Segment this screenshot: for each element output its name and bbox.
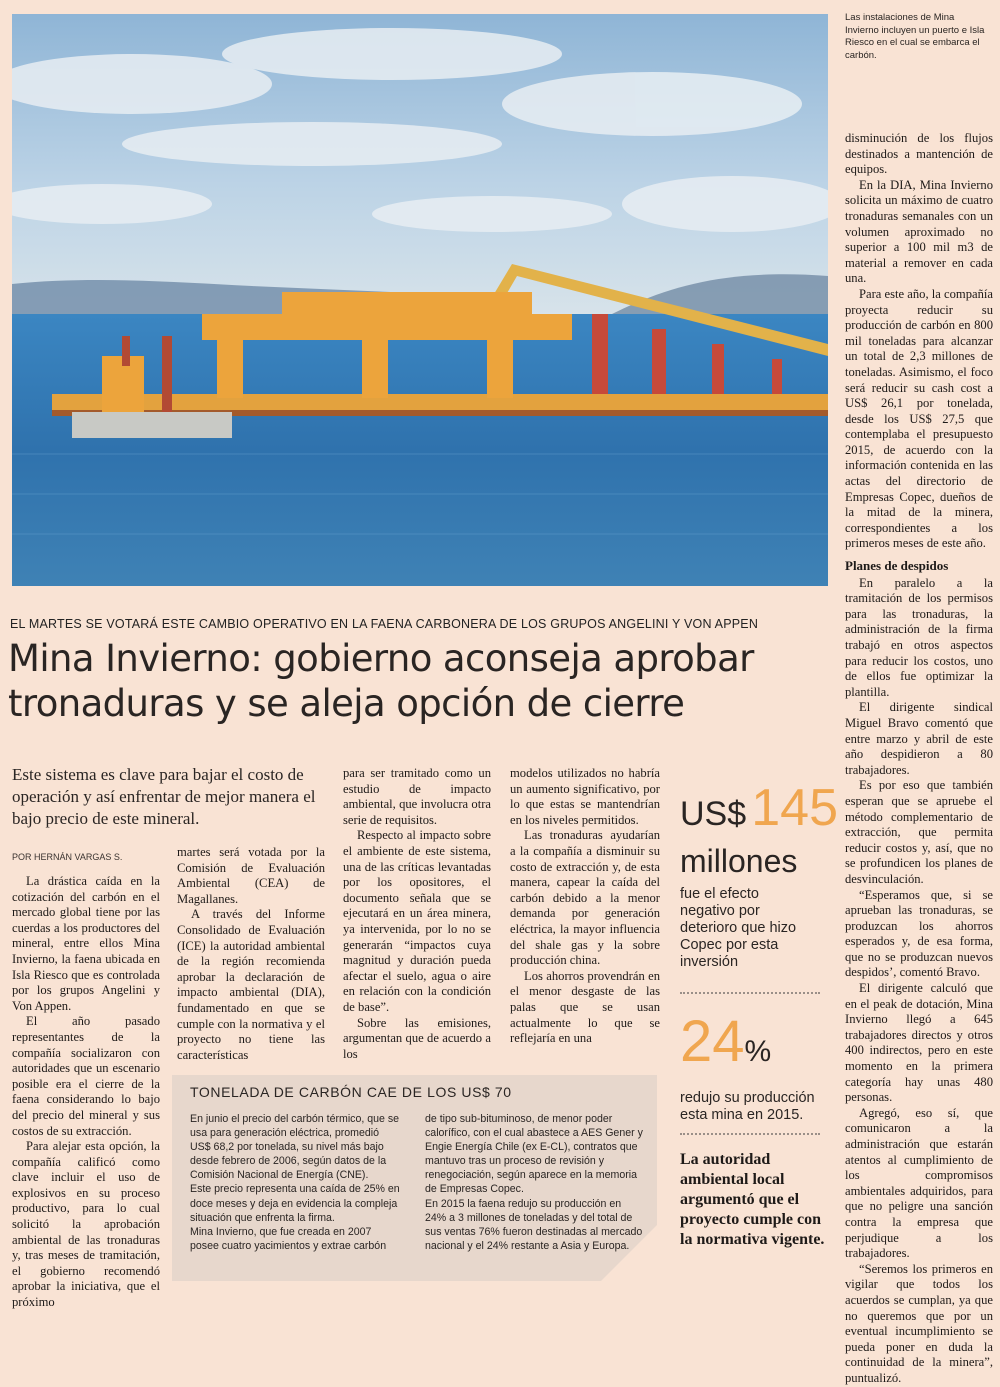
sidebar-column-left <box>190 1112 400 1253</box>
paragraph: Para alejar esta opción, la compañía calificó como clave incluir el uso de explosivos en su proceso productivo, para lo cual solicitó la aprobación ambiental de las tronaduras y, tras meses de tramitación, el gobierno recomendó aprobar la iniciativa, que el próximo <box>12 1139 160 1310</box>
paragraph: Este precio representa una caída de 25% en doce meses y deja en evidencia la compleja situación que enfrenta la firma. <box>190 1183 400 1224</box>
article-column-right-top <box>845 131 993 1387</box>
stat-number: 24 <box>680 1009 745 1074</box>
kicker: EL MARTES SE VOTARÁ ESTE CAMBIO OPERATIVO EN LA FAENA CARBONERA DE LOS GRUPOS ANGELINI Y VON APPEN <box>10 617 759 631</box>
paragraph: Los ahorros provendrán en el menor desgaste de las palas que se usan actualmente lo que se reflejaría en una <box>510 968 660 1046</box>
paragraph: Las tronaduras ayudarían a la compañía a disminuir su costo de extracción y, de esta manera, capear la caída del carbón debido a la menor demanda por generación eléctrica, la mayor influencia del shale gas y la sobre producción china. <box>510 828 660 968</box>
photo-caption: Las instalaciones de Mina Invierno incluyen un puerto e Isla Riesco en el cual se embarca el carbón. <box>845 12 985 61</box>
stat-unit: % <box>744 1035 772 1068</box>
section-heading: Planes de despidos <box>845 558 949 574</box>
paragraph: “Seremos los primeros en vigilar que todos los acuerdos se cumplan, ya que no queremos que por un eventual incumplimiento se pueda poner en duda la continuidad de la minera”, puntualizó. <box>845 1261 993 1385</box>
headline-line-2: tronaduras y se aleja opción de cierre <box>8 682 685 725</box>
pull-quote: La autoridad ambiental local argumentó que el proyecto cumple con la normativa vigente. <box>680 1151 825 1248</box>
divider <box>680 1133 820 1135</box>
stat-unit: millones <box>680 843 798 879</box>
stat-currency: US$ <box>680 795 747 833</box>
paragraph: disminución de los flujos destinados a mantención de equipos. <box>845 131 993 177</box>
paragraph: La drástica caída en la cotización del carbón en el mercado global tiene por las cuerdas a los productores del mineral, entre ellos Mina Invierno, la faena ubicada en Isla Riesco que es controlada por los grupos Angelini y Von Appen. <box>12 874 160 1013</box>
paragraph: El año pasado representantes de la compañía socializaron con autoridades que un escenario posible era el cierre de la faena considerando lo bajo del precio del mineral y sus costos de su extracción. <box>12 1014 160 1138</box>
paragraph: Mina Invierno, que fue creada en 2007 posee cuatro yacimientos y extrae carbón <box>190 1225 387 1252</box>
paragraph: “Esperamos que, si se aprueban las tronaduras, se produzcan los ahorros esperados y, de esa forma, que no se produzcan nuevos despidos’, comentó Bravo. <box>845 887 993 980</box>
article-column-1 <box>12 874 160 1311</box>
article-column-2 <box>177 845 325 1063</box>
paragraph: modelos utilizados no habría un aumento significativo, por lo que estas se mantendrían en los niveles permitidos. <box>510 766 660 827</box>
stat-description: fue el efecto negativo por deterioro que hizo Copec por esta inversión <box>680 886 797 970</box>
byline: POR HERNÁN VARGAS S. <box>12 852 123 862</box>
paragraph: El dirigente calculó que en el peak de dotación, Mina Invierno llegó a 645 trabajadores directos y otros 400 indirectos, pero en este momento en la primera categoría hay unas 480 personas. <box>845 981 993 1105</box>
paragraph: El dirigente sindical Miguel Bravo comentó que entre marzo y abril de este año despidieron a 80 trabajadores. <box>845 700 993 777</box>
paragraph: Sobre las emisiones, argumentan que de acuerdo a los <box>343 1015 491 1061</box>
article-photo <box>12 14 828 586</box>
headline-line-1: Mina Invierno: gobierno aconseja aprobar <box>8 637 754 680</box>
paragraph: Agregó, eso sí, que comunicaron a la administración que estarán atentos al cumplimiento de los compromisos ambientales adquiridos, para que no peligre una sanción contra la empresa que perjudique a los trabajadores. <box>845 1105 993 1261</box>
paragraph: A través del Informe Consolidado de Evaluación (ICE) la autoridad ambiental de la región recomienda aprobar la declaración de impacto ambiental (DIA), fundamentado en que se cumple con la normativa y el proyecto no tiene las características <box>177 907 325 1062</box>
stat-24-percent <box>680 1010 830 1124</box>
port-photo-illustration <box>12 14 828 586</box>
sidebar-title: TONELADA DE CARBÓN CAE DE LOS US$ 70 <box>190 1084 512 1100</box>
stat-145-millones <box>680 779 838 971</box>
article-column-3 <box>343 766 491 1062</box>
stat-description: redujo su producción esta mina en 2015. <box>680 1090 815 1123</box>
article-column-4 <box>510 766 660 1047</box>
sidebar-column-right <box>425 1112 643 1253</box>
paragraph: de tipo sub-bituminoso, de menor poder calorífico, con el cual abastece a AES Gener y Engie Energía Chile (ex E-CL), contratos que mantuvo tras un proceso de revisión y renegociación, según aparece en la memoria de Empresas Copec. <box>425 1113 643 1196</box>
paragraph: En junio el precio del carbón térmico, que se usa para generación eléctrica, promedió US$ 68,2 por tonelada, su nivel más bajo desde febrero de 2006, según datos de la Comisión Nacional de Energía (CNE). <box>190 1113 400 1182</box>
paragraph: para ser tramitado como un estudio de impacto ambiental, que involucra otra serie de requisitos. <box>343 766 491 827</box>
stat-number: 145 <box>751 779 838 837</box>
paragraph: Es por eso que también esperan que se apruebe el método complementario de extracción, que permita reducir costos y, así, que no se profundicen los planes de desvinculación. <box>845 778 993 886</box>
paragraph: En 2015 la faena redujo su producción en 24% a 3 millones de toneladas y del total de sus ventas 76% fueron destinadas al mercado nacional y el 24% restante a Asia y Europa. <box>425 1197 643 1252</box>
headline <box>8 636 828 726</box>
paragraph: En la DIA, Mina Invierno solicita un máximo de cuatro tronaduras semanales con un volumen aproximado no superior a 100 mil m3 de material a remover en cada una. <box>845 177 993 286</box>
paragraph: Respecto al impacto sobre el ambiente de este sistema, una de las críticas levantadas por los opositores, el documento señala que se ejecutará en un área minera, ya intervenida, por lo no se generarán “impactos cuya magnitud y duración pueda afectar el suelo, agua o aire en relación con la condición de base”. <box>343 828 491 1014</box>
paragraph: En paralelo a la tramitación de los permisos para las tronaduras, la administración de la firma trabajó en otros aspectos para reducir los costos, uno de ellos fue optimizar la plantilla. <box>845 575 993 699</box>
paragraph: Para este año, la compañía proyecta reducir su producción de carbón en 800 mil toneladas para alcanzar un total de 2,3 millones de toneladas. Asimismo, el foco será reducir su cash cost a US$ 26,1 por tonelada, desde los US$ 27,5 que contemplaba el presupuesto 2015, de acuerdo con la información contenida en las actas del directorio de Empresas Copec, dueños de la mitad de la minera, correspondientes a los primeros meses de este año. <box>845 286 993 551</box>
lede: Este sistema es clave para bajar el costo de operación y así enfrentar de mejor manera el bajo precio de este mineral. <box>12 765 316 828</box>
divider <box>680 992 820 994</box>
paragraph: martes será votada por la Comisión de Evaluación Ambiental (CEA) de Magallanes. <box>177 845 325 906</box>
